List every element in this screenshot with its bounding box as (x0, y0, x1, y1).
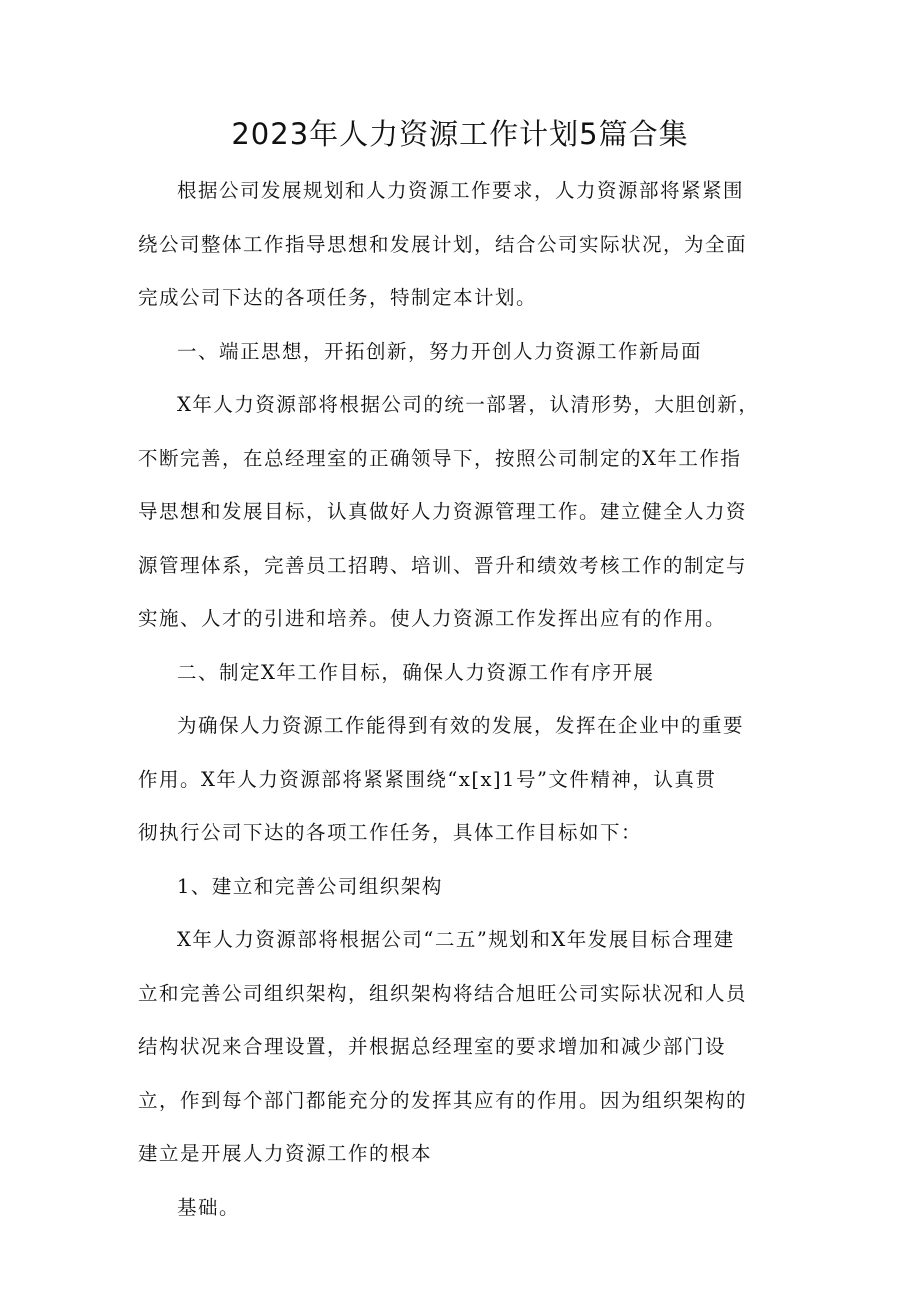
paragraph (138, 1181, 786, 1235)
section-heading (138, 325, 786, 379)
text-line: 立和完善公司组织架构，组织架构将结合旭旺公司实际状况和人员 (138, 981, 748, 1005)
text-line: 完成公司下达的各项任务，特制定本计划。 (138, 286, 538, 309)
text-line: 导思想和发展目标，认真做好人力资源管理工作。建立健全人力资 (138, 500, 748, 523)
document-body (138, 164, 786, 1234)
text-line: 结构状况来合理设置，并根据总经理室的要求增加和减少部门设 (138, 1035, 727, 1058)
text-line: 绕公司整体工作指导思想和发展计划，结合公司实际状况，为全面 (138, 232, 748, 256)
subsection-heading (138, 860, 786, 914)
text-line: 一、端正思想，开拓创新，努力开创人力资源工作新局面 (177, 339, 703, 363)
text-line: 作用。X年人力资源部将紧紧围绕“x[x]1号”文件精神，认真贯 (138, 767, 717, 791)
text-line: 根据公司发展规划和人力资源工作要求，人力资源部将紧紧围 (177, 179, 745, 202)
text-line: 实施、人才的引进和培养。使人力资源工作发挥出应有的作用。 (138, 607, 727, 630)
text-line: X年人力资源部将根据公司的统一部署，认清形势，大胆创新， (177, 393, 760, 416)
text-line: 彻执行公司下达的各项工作任务，具体工作目标如下： (138, 821, 643, 844)
paragraph (138, 378, 786, 646)
text-line: 二、制定X年工作目标，确保人力资源工作有序开展 (177, 660, 655, 684)
text-line: 不断完善，在总经理室的正确领导下，按照公司制定的X年工作指 (138, 446, 742, 470)
section-heading (138, 646, 786, 700)
text-line: 源管理体系，完善员工招聘、培训、晋升和绩效考核工作的制定与 (138, 553, 748, 577)
paragraph (138, 164, 786, 325)
text-line: X年人力资源部将根据公司“二五”规划和X年发展目标合理建 (177, 928, 735, 951)
text-line: 立，作到每个部门都能充分的发挥其应有的作用。因为组织架构的 (138, 1088, 748, 1112)
text-line: 建立是开展人力资源工作的根本 (138, 1142, 433, 1165)
text-line: 为确保人力资源工作能得到有效的发展，发挥在企业中的重要 (177, 714, 745, 737)
document-title: 2023年人力资源工作计划5篇合集 (231, 117, 689, 151)
paragraph (138, 699, 786, 860)
text-line: 基础。 (177, 1195, 241, 1219)
text-line: 1、建立和完善公司组织架构 (177, 874, 443, 898)
paragraph (138, 913, 786, 1181)
